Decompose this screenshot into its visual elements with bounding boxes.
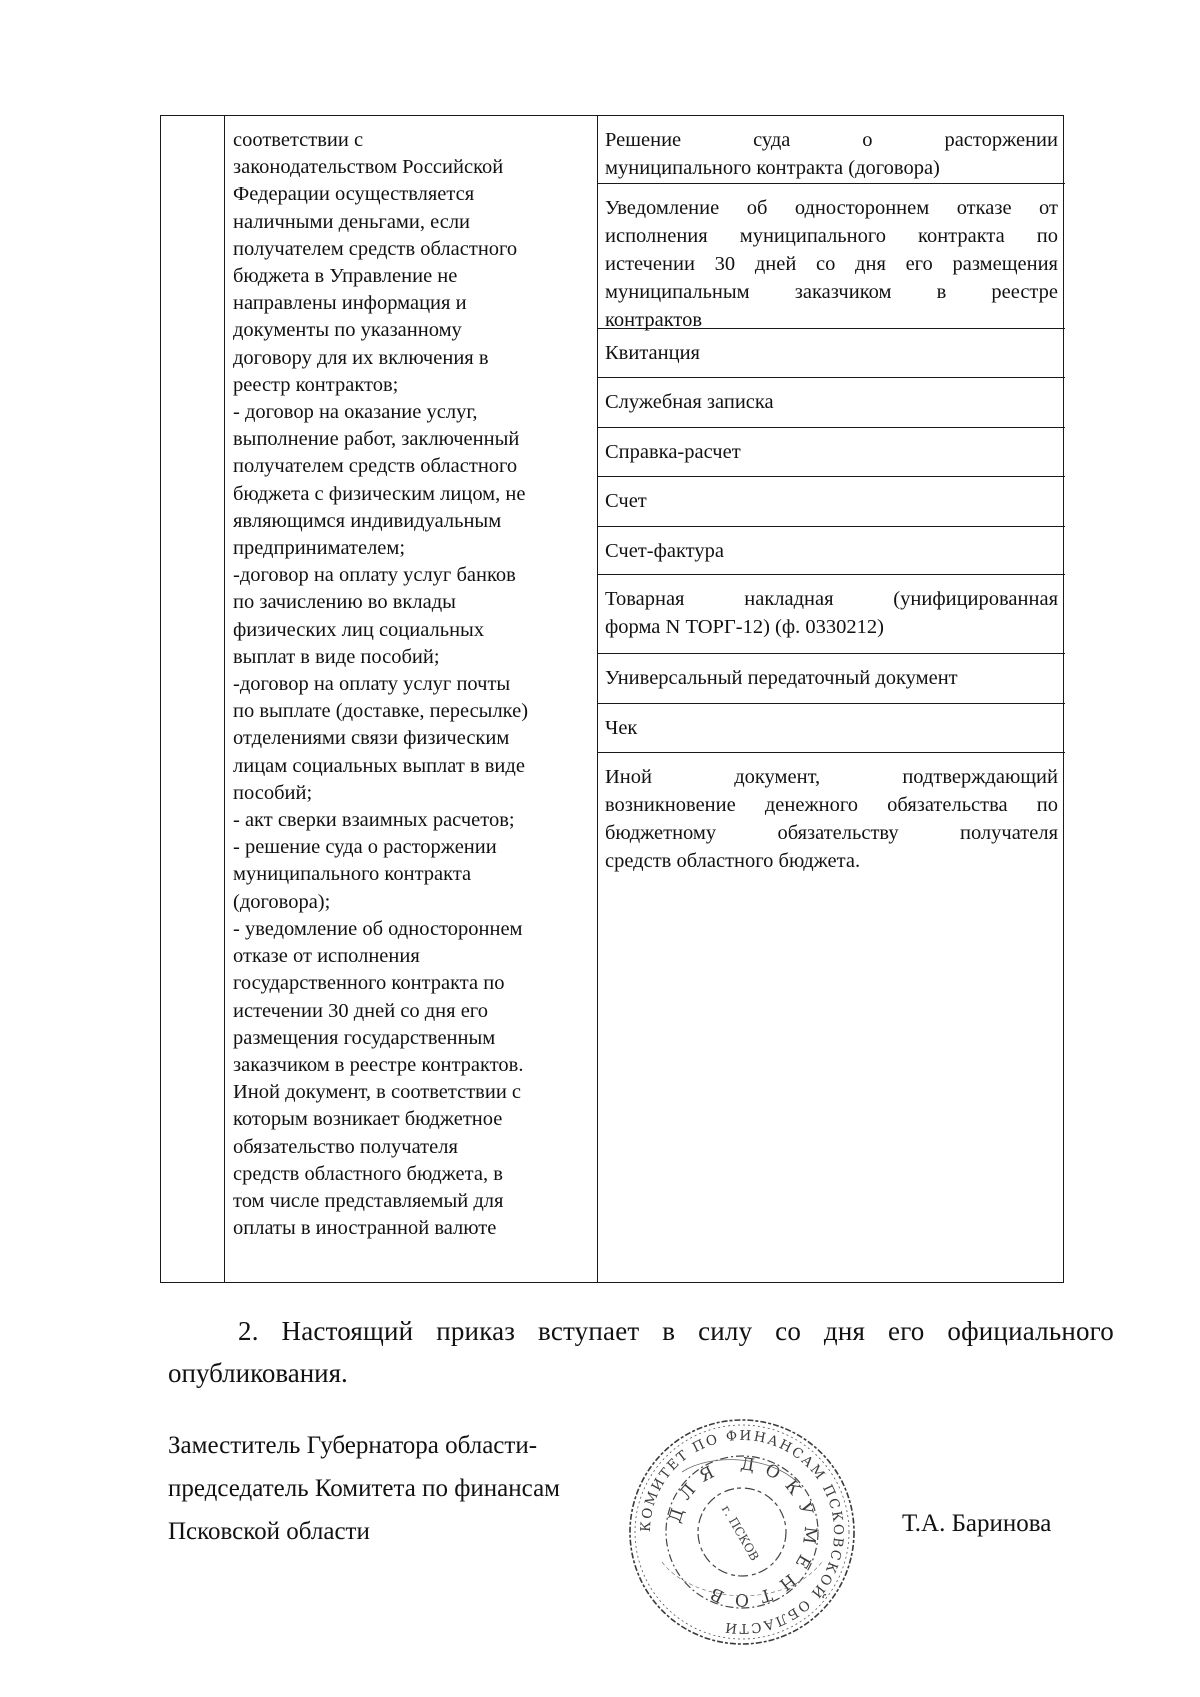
basis-line: (договора); (233, 890, 331, 913)
signer-position-line: Заместитель Губернатора области- (168, 1432, 538, 1459)
doc-line: исполнения муниципального контракта по (605, 225, 1058, 247)
basis-line: том числе представляемый для (233, 1189, 504, 1212)
svg-text:ДЛЯ ДОКУМЕНТОВ: ДЛЯ ДОКУМЕНТОВ (665, 1454, 821, 1610)
basis-line: получателем средств областного (233, 455, 518, 478)
basis-line: наличными деньгами, если (233, 210, 471, 233)
doc-cell-memo (598, 378, 1065, 428)
basis-line: которым возникает бюджетное (233, 1108, 503, 1131)
svg-text:КОМИТЕТ ПО ФИНАНСАМ ПСКОВСКОЙ: КОМИТЕТ ПО ФИНАНСАМ ПСКОВСКОЙ ОБЛАСТИ (637, 1427, 847, 1637)
basis-line: государственного контракта по (233, 972, 505, 995)
clause-2 (168, 1310, 1114, 1394)
doc-line: Служебная записка (605, 391, 774, 413)
basis-line: выполнение работ, заключенный (233, 428, 520, 451)
doc-line: Квитанция (605, 342, 700, 364)
doc-line: бюджетному обязательству получателя (605, 822, 1058, 844)
seal-icon (622, 1412, 862, 1652)
basis-line: получателем средств областного (233, 237, 518, 260)
basis-line: -договор на оплату услуг банков (233, 564, 516, 587)
basis-line: размещения государственным (233, 1026, 496, 1049)
basis-line: Федерации осуществляется (233, 183, 475, 206)
basis-line: направлены информация и (233, 292, 467, 315)
basis-line: отделениями связи физическим (233, 727, 510, 750)
official-seal-stamp (622, 1412, 862, 1652)
doc-line: Счет-фактура (605, 540, 724, 562)
doc-line: Справка-расчет (605, 441, 741, 463)
signer-name: Т.А. Баринова (902, 1510, 1052, 1537)
basis-line: - уведомление об одностороннем (233, 917, 523, 940)
basis-line: заказчиком в реестре контрактов. (233, 1053, 524, 1076)
doc-cell-court-decision (598, 116, 1065, 184)
signer-position-line: председатель Комитета по финансам (168, 1475, 560, 1502)
doc-cell-check (598, 704, 1065, 753)
svg-text:г. ПСКОВ: г. ПСКОВ (718, 1502, 762, 1564)
basis-line: отказе от исполнения (233, 945, 420, 968)
basis-line: договору для их включения в (233, 346, 489, 369)
table-basis-column (225, 116, 598, 1282)
doc-line: форма N ТОРГ-12) (ф. 0330212) (605, 616, 884, 638)
basis-line: пособий; (233, 781, 313, 804)
documents-table (160, 115, 1064, 1283)
doc-line: муниципального контракта (договора) (605, 157, 940, 179)
doc-cell-waybill (598, 575, 1065, 654)
basis-line: законодательством Российской (233, 156, 504, 179)
basis-line: являющимся индивидуальным (233, 509, 502, 532)
basis-line: бюджета в Управление не (233, 265, 458, 288)
basis-line: предпринимателем; (233, 537, 406, 560)
basis-line: истечении 30 дней со дня его (233, 999, 488, 1022)
basis-line: соответствии с (233, 129, 364, 151)
doc-line: Уведомление об одностороннем отказе от (605, 197, 1058, 219)
doc-line: Счет (605, 490, 647, 512)
doc-line: Чек (605, 717, 638, 739)
doc-cell-tax-invoice (598, 527, 1065, 575)
doc-cell-unilateral-notice (598, 184, 1065, 329)
basis-line: - акт сверки взаимных расчетов; (233, 809, 515, 832)
basis-line: бюджета с физическим лицом, не (233, 482, 526, 505)
doc-line: контрактов (605, 309, 703, 331)
doc-line: Универсальный передаточный документ (605, 667, 958, 689)
doc-cell-invoice (598, 477, 1065, 527)
clause-line: 2. Настоящий приказ вступает в силу со дня его официального (238, 1316, 1114, 1346)
table-number-column (161, 116, 225, 1282)
basis-line: выплат в виде пособий; (233, 645, 440, 668)
signer-position-line: Псковской области (168, 1518, 370, 1545)
basis-line: средств областного бюджета, в (233, 1162, 503, 1185)
doc-line: Товарная накладная (унифицированная (605, 588, 1058, 610)
basis-line: по зачислению во вклады (233, 591, 456, 614)
doc-line: истечении 30 дней со дня его размещения (605, 253, 1058, 275)
basis-line: оплаты в иностранной валюте (233, 1217, 497, 1240)
doc-line: Решение суда о расторжении (605, 129, 1058, 151)
basis-line: - решение суда о расторжении (233, 836, 497, 859)
basis-line: физических лиц социальных (233, 618, 485, 641)
table-documents-column (598, 116, 1065, 1282)
basis-line: по выплате (доставке, пересылке) (233, 700, 529, 723)
doc-cell-other (598, 753, 1065, 1281)
doc-line: средств областного бюджета. (605, 850, 861, 872)
basis-line: Иной документ, в соответствии с (233, 1081, 522, 1104)
signer-position (168, 1424, 560, 1553)
basis-line: -договор на оплату услуг почты (233, 673, 511, 696)
doc-cell-calculation (598, 428, 1065, 477)
doc-line: муниципальным заказчиком в реестре (605, 281, 1058, 303)
basis-line: - договор на оказание услуг, (233, 401, 478, 424)
doc-cell-receipt (598, 329, 1065, 378)
basis-line: обязательство получателя (233, 1135, 458, 1158)
basis-line: лицам социальных выплат в виде (233, 754, 525, 777)
clause-line: опубликования. (168, 1358, 348, 1388)
basis-line: реестр контрактов; (233, 373, 399, 396)
doc-line: Иной документ, подтверждающий (605, 766, 1058, 788)
basis-line: муниципального контракта (233, 863, 472, 886)
doc-line: возникновение денежного обязательства по (605, 794, 1058, 816)
basis-line: документы по указанному (233, 319, 462, 342)
doc-cell-universal-transfer (598, 654, 1065, 704)
